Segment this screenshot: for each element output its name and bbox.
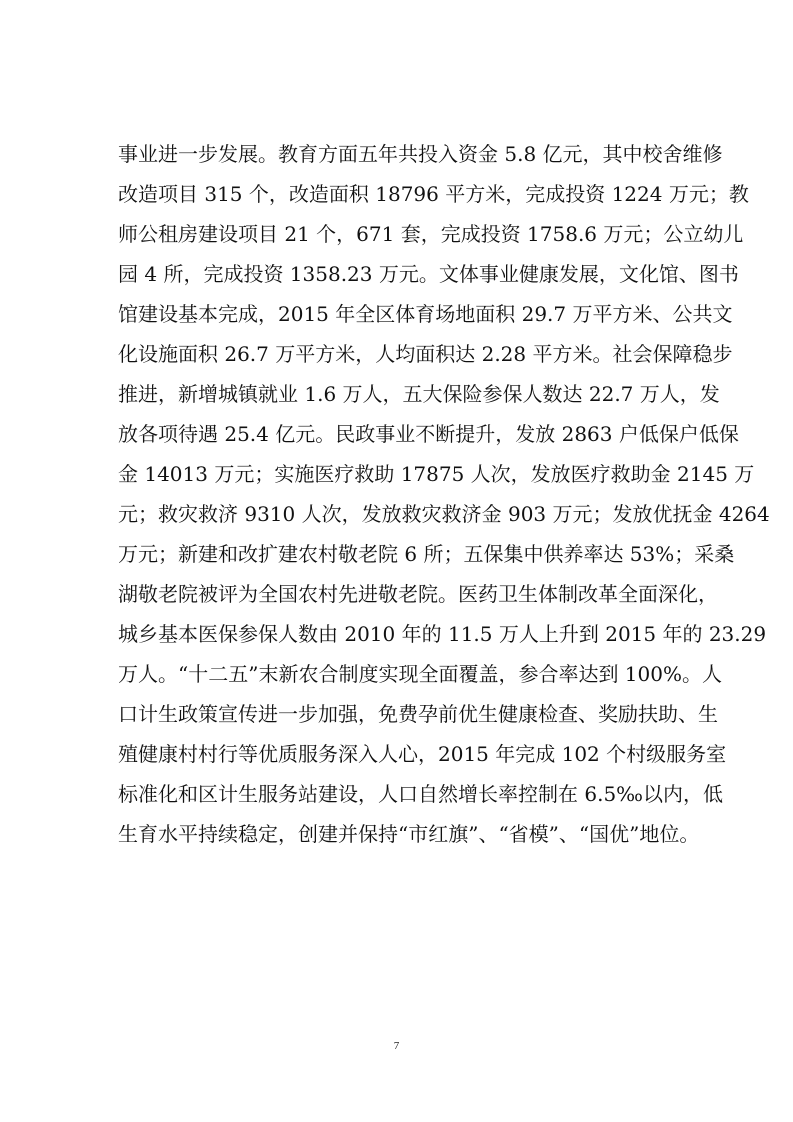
text-line: 湖敬老院被评为全国农村先进敬老院。医药卫生体制改革全面深化，	[118, 582, 718, 606]
text-line: 标准化和区计生服务站建设，人口自然增长率控制在 6.5‰以内，低	[118, 782, 723, 806]
text-line: 化设施面积 26.7 万平方米，人均面积达 2.28 平方米。社会保障稳步	[118, 342, 733, 366]
text-line: 万人。“十二五”末新农合制度实现全面覆盖，参合率达到 100%。人	[118, 662, 722, 686]
text-line: 元；救灾救济 9310 人次，发放救灾救济金 903 万元；发放优抚金 4264	[118, 502, 770, 526]
text-line: 馆建设基本完成，2015 年全区体育场地面积 29.7 万平方米、公共文	[118, 302, 733, 326]
text-line: 万元；新建和改扩建农村敬老院 6 所；五保集中供养率达 53%；采桑	[118, 542, 735, 566]
page-number: 7	[393, 1040, 400, 1052]
text-line: 事业进一步发展。教育方面五年共投入资金 5.8 亿元，其中校舍维修	[118, 142, 723, 166]
text-line: 放各项待遇 25.4 亿元。民政事业不断提升，发放 2863 户低保户低保	[118, 422, 739, 446]
text-line: 师公租房建设项目 21 个，671 套，完成投资 1758.6 万元；公立幼儿	[118, 222, 744, 246]
body-paragraph	[118, 134, 770, 854]
text-line: 金 14013 万元；实施医疗救助 17875 人次，发放医疗救助金 2145 万	[118, 462, 755, 486]
text-line: 改造项目 315 个，改造面积 18796 平方米，完成投资 1224 万元；教	[118, 182, 749, 206]
text-line: 城乡基本医保参保人数由 2010 年的 11.5 万人上升到 2015 年的 23.29	[118, 622, 767, 646]
text-line: 园 4 所，完成投资 1358.23 万元。文体事业健康发展，文化馆、图书	[118, 262, 739, 286]
text-line: 口计生政策宣传进一步加强，免费孕前优生健康检查、奖励扶助、生	[118, 702, 718, 726]
text-line: 推进，新增城镇就业 1.6 万人，五大保险参保人数达 22.7 万人，发	[118, 382, 720, 406]
text-line: 生育水平持续稳定，创建并保持“市红旗”、“省模”、“国优”地位。	[118, 822, 700, 846]
text-line: 殖健康村村行等优质服务深入人心，2015 年完成 102 个村级服务室	[118, 742, 727, 766]
